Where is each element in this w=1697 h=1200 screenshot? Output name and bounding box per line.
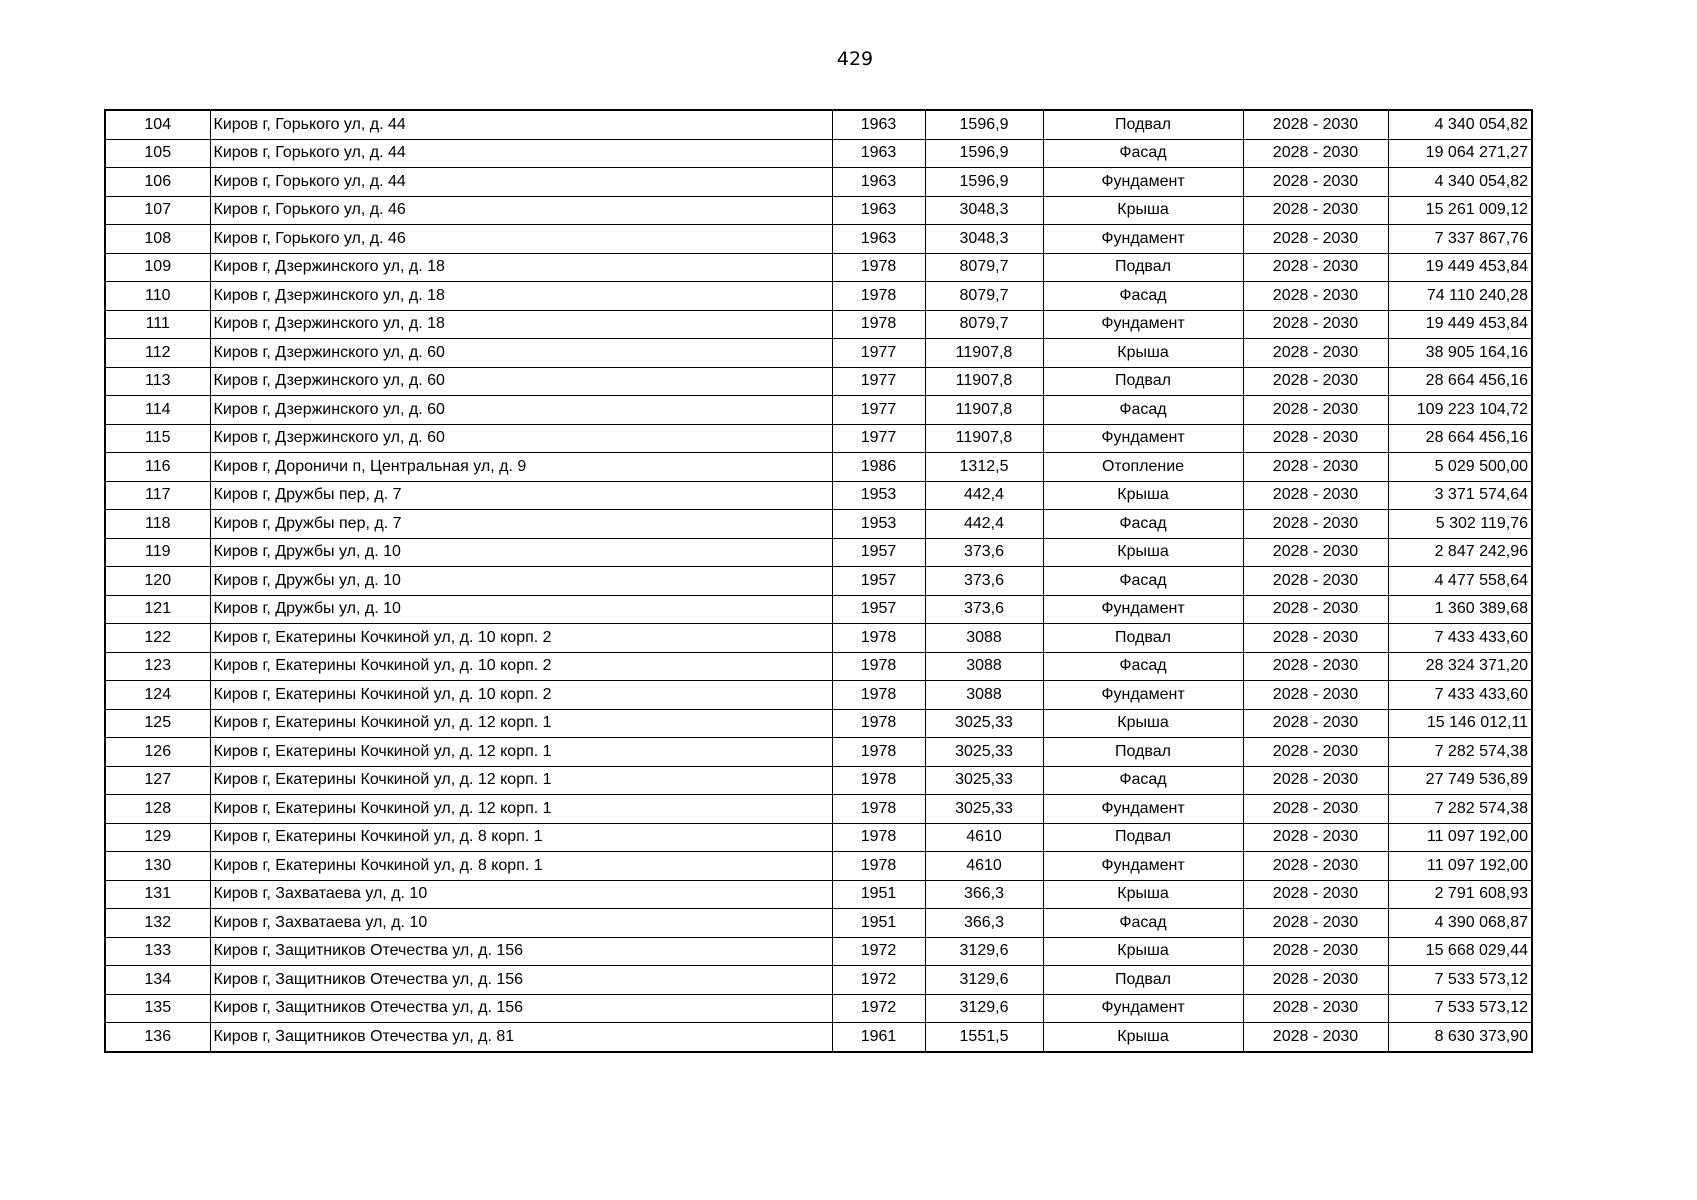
- address-cell: Киров г, Дзержинского ул, д. 60: [210, 367, 832, 396]
- work-type-cell: Крыша: [1043, 880, 1243, 909]
- year-built-cell: 1986: [832, 453, 925, 482]
- work-type-cell: Фундамент: [1043, 310, 1243, 339]
- work-type-cell: Фундамент: [1043, 225, 1243, 254]
- row-number-cell: 124: [105, 681, 210, 710]
- table-row: [105, 966, 1532, 995]
- address-cell: Киров г, Горького ул, д. 44: [210, 110, 832, 139]
- table-row: [105, 823, 1532, 852]
- cost-cell: 15 146 012,11: [1388, 709, 1532, 738]
- work-type-cell: Крыша: [1043, 1023, 1243, 1052]
- year-built-cell: 1957: [832, 567, 925, 596]
- period-cell: 2028 - 2030: [1243, 738, 1388, 767]
- cost-cell: 15 668 029,44: [1388, 937, 1532, 966]
- period-cell: 2028 - 2030: [1243, 681, 1388, 710]
- row-number-cell: 132: [105, 909, 210, 938]
- cost-cell: 19 064 271,27: [1388, 139, 1532, 168]
- cost-cell: 27 749 536,89: [1388, 766, 1532, 795]
- row-number-cell: 106: [105, 168, 210, 197]
- table-row: [105, 196, 1532, 225]
- cost-cell: 4 477 558,64: [1388, 567, 1532, 596]
- year-built-cell: 1978: [832, 282, 925, 311]
- cost-cell: 7 282 574,38: [1388, 795, 1532, 824]
- area-cell: 3025,33: [925, 766, 1043, 795]
- cost-cell: 109 223 104,72: [1388, 396, 1532, 425]
- table-row: [105, 994, 1532, 1023]
- address-cell: Киров г, Екатерины Кочкиной ул, д. 12 корп. 1: [210, 738, 832, 767]
- address-cell: Киров г, Екатерины Кочкиной ул, д. 12 корп. 1: [210, 795, 832, 824]
- row-number-cell: 110: [105, 282, 210, 311]
- table-row: [105, 624, 1532, 653]
- row-number-cell: 115: [105, 424, 210, 453]
- period-cell: 2028 - 2030: [1243, 481, 1388, 510]
- area-cell: 3129,6: [925, 994, 1043, 1023]
- area-cell: 1596,9: [925, 110, 1043, 139]
- address-cell: Киров г, Дзержинского ул, д. 60: [210, 339, 832, 368]
- area-cell: 1596,9: [925, 139, 1043, 168]
- area-cell: 3129,6: [925, 966, 1043, 995]
- row-number-cell: 105: [105, 139, 210, 168]
- year-built-cell: 1961: [832, 1023, 925, 1052]
- period-cell: 2028 - 2030: [1243, 253, 1388, 282]
- table-row: [105, 595, 1532, 624]
- period-cell: 2028 - 2030: [1243, 966, 1388, 995]
- address-cell: Киров г, Захватаева ул, д. 10: [210, 880, 832, 909]
- address-cell: Киров г, Горького ул, д. 44: [210, 168, 832, 197]
- area-cell: 366,3: [925, 880, 1043, 909]
- work-type-cell: Фасад: [1043, 139, 1243, 168]
- work-type-cell: Фундамент: [1043, 595, 1243, 624]
- work-type-cell: Крыша: [1043, 339, 1243, 368]
- table-row: [105, 110, 1532, 139]
- address-cell: Киров г, Екатерины Кочкиной ул, д. 10 корп. 2: [210, 624, 832, 653]
- row-number-cell: 125: [105, 709, 210, 738]
- address-cell: Киров г, Дзержинского ул, д. 60: [210, 424, 832, 453]
- row-number-cell: 128: [105, 795, 210, 824]
- area-cell: 3088: [925, 624, 1043, 653]
- work-type-cell: Отопление: [1043, 453, 1243, 482]
- work-type-cell: Фасад: [1043, 766, 1243, 795]
- work-type-cell: Фундамент: [1043, 681, 1243, 710]
- row-number-cell: 121: [105, 595, 210, 624]
- table-body: [105, 110, 1532, 1052]
- area-cell: 373,6: [925, 595, 1043, 624]
- work-type-cell: Фасад: [1043, 510, 1243, 539]
- cost-cell: 4 340 054,82: [1388, 110, 1532, 139]
- table-row: [105, 168, 1532, 197]
- period-cell: 2028 - 2030: [1243, 510, 1388, 539]
- year-built-cell: 1953: [832, 481, 925, 510]
- cost-cell: 15 261 009,12: [1388, 196, 1532, 225]
- row-number-cell: 116: [105, 453, 210, 482]
- work-type-cell: Фасад: [1043, 282, 1243, 311]
- table-row: [105, 367, 1532, 396]
- address-cell: Киров г, Горького ул, д. 46: [210, 225, 832, 254]
- cost-cell: 2 791 608,93: [1388, 880, 1532, 909]
- table-row: [105, 766, 1532, 795]
- year-built-cell: 1977: [832, 367, 925, 396]
- year-built-cell: 1972: [832, 937, 925, 966]
- address-cell: Киров г, Защитников Отечества ул, д. 156: [210, 937, 832, 966]
- page-number: 429: [836, 48, 874, 70]
- address-cell: Киров г, Захватаева ул, д. 10: [210, 909, 832, 938]
- cost-cell: 8 630 373,90: [1388, 1023, 1532, 1052]
- table-row: [105, 738, 1532, 767]
- period-cell: 2028 - 2030: [1243, 196, 1388, 225]
- area-cell: 11907,8: [925, 339, 1043, 368]
- year-built-cell: 1977: [832, 396, 925, 425]
- row-number-cell: 108: [105, 225, 210, 254]
- area-cell: 3025,33: [925, 709, 1043, 738]
- area-cell: 4610: [925, 823, 1043, 852]
- cost-cell: 11 097 192,00: [1388, 823, 1532, 852]
- area-cell: 1596,9: [925, 168, 1043, 197]
- table-row: [105, 852, 1532, 881]
- period-cell: 2028 - 2030: [1243, 709, 1388, 738]
- year-built-cell: 1978: [832, 823, 925, 852]
- cost-cell: 3 371 574,64: [1388, 481, 1532, 510]
- cost-cell: 28 664 456,16: [1388, 424, 1532, 453]
- year-built-cell: 1963: [832, 225, 925, 254]
- row-number-cell: 123: [105, 652, 210, 681]
- row-number-cell: 126: [105, 738, 210, 767]
- period-cell: 2028 - 2030: [1243, 823, 1388, 852]
- area-cell: 366,3: [925, 909, 1043, 938]
- cost-cell: 38 905 164,16: [1388, 339, 1532, 368]
- work-type-cell: Крыша: [1043, 196, 1243, 225]
- work-type-cell: Подвал: [1043, 738, 1243, 767]
- address-cell: Киров г, Дзержинского ул, д. 60: [210, 396, 832, 425]
- area-cell: 8079,7: [925, 253, 1043, 282]
- address-cell: Киров г, Екатерины Кочкиной ул, д. 10 корп. 2: [210, 652, 832, 681]
- work-type-cell: Подвал: [1043, 367, 1243, 396]
- area-cell: 3088: [925, 681, 1043, 710]
- table-row: [105, 538, 1532, 567]
- table-row: [105, 282, 1532, 311]
- year-built-cell: 1957: [832, 595, 925, 624]
- table-row: [105, 567, 1532, 596]
- table-row: [105, 424, 1532, 453]
- address-cell: Киров г, Горького ул, д. 46: [210, 196, 832, 225]
- address-cell: Киров г, Дзержинского ул, д. 18: [210, 253, 832, 282]
- year-built-cell: 1978: [832, 681, 925, 710]
- area-cell: 4610: [925, 852, 1043, 881]
- address-cell: Киров г, Защитников Отечества ул, д. 156: [210, 994, 832, 1023]
- table-row: [105, 510, 1532, 539]
- period-cell: 2028 - 2030: [1243, 624, 1388, 653]
- year-built-cell: 1978: [832, 795, 925, 824]
- work-type-cell: Крыша: [1043, 481, 1243, 510]
- period-cell: 2028 - 2030: [1243, 367, 1388, 396]
- year-built-cell: 1978: [832, 852, 925, 881]
- period-cell: 2028 - 2030: [1243, 282, 1388, 311]
- period-cell: 2028 - 2030: [1243, 139, 1388, 168]
- period-cell: 2028 - 2030: [1243, 310, 1388, 339]
- period-cell: 2028 - 2030: [1243, 795, 1388, 824]
- year-built-cell: 1963: [832, 196, 925, 225]
- period-cell: 2028 - 2030: [1243, 567, 1388, 596]
- row-number-cell: 129: [105, 823, 210, 852]
- year-built-cell: 1951: [832, 909, 925, 938]
- table-row: [105, 937, 1532, 966]
- work-type-cell: Крыша: [1043, 709, 1243, 738]
- row-number-cell: 133: [105, 937, 210, 966]
- work-type-cell: Фундамент: [1043, 852, 1243, 881]
- row-number-cell: 119: [105, 538, 210, 567]
- address-cell: Киров г, Екатерины Кочкиной ул, д. 8 корп. 1: [210, 852, 832, 881]
- row-number-cell: 130: [105, 852, 210, 881]
- work-type-cell: Фасад: [1043, 909, 1243, 938]
- year-built-cell: 1963: [832, 110, 925, 139]
- work-type-cell: Подвал: [1043, 110, 1243, 139]
- row-number-cell: 135: [105, 994, 210, 1023]
- year-built-cell: 1963: [832, 139, 925, 168]
- address-cell: Киров г, Екатерины Кочкиной ул, д. 12 корп. 1: [210, 766, 832, 795]
- row-number-cell: 112: [105, 339, 210, 368]
- table-row: [105, 652, 1532, 681]
- period-cell: 2028 - 2030: [1243, 538, 1388, 567]
- row-number-cell: 114: [105, 396, 210, 425]
- cost-cell: 4 340 054,82: [1388, 168, 1532, 197]
- address-cell: Киров г, Екатерины Кочкиной ул, д. 12 корп. 1: [210, 709, 832, 738]
- table-row: [105, 225, 1532, 254]
- table-row: [105, 681, 1532, 710]
- cost-cell: 19 449 453,84: [1388, 310, 1532, 339]
- work-type-cell: Фундамент: [1043, 795, 1243, 824]
- cost-cell: 7 282 574,38: [1388, 738, 1532, 767]
- row-number-cell: 136: [105, 1023, 210, 1052]
- address-cell: Киров г, Дороничи п, Центральная ул, д. 9: [210, 453, 832, 482]
- period-cell: 2028 - 2030: [1243, 424, 1388, 453]
- cost-cell: 28 324 371,20: [1388, 652, 1532, 681]
- area-cell: 442,4: [925, 481, 1043, 510]
- area-cell: 8079,7: [925, 310, 1043, 339]
- area-cell: 373,6: [925, 567, 1043, 596]
- table-row: [105, 396, 1532, 425]
- cost-cell: 5 029 500,00: [1388, 453, 1532, 482]
- row-number-cell: 122: [105, 624, 210, 653]
- period-cell: 2028 - 2030: [1243, 453, 1388, 482]
- table-row: [105, 339, 1532, 368]
- cost-cell: 2 847 242,96: [1388, 538, 1532, 567]
- period-cell: 2028 - 2030: [1243, 396, 1388, 425]
- row-number-cell: 109: [105, 253, 210, 282]
- cost-cell: 7 533 573,12: [1388, 966, 1532, 995]
- row-number-cell: 134: [105, 966, 210, 995]
- address-cell: Киров г, Дружбы ул, д. 10: [210, 567, 832, 596]
- table-row: [105, 481, 1532, 510]
- period-cell: 2028 - 2030: [1243, 994, 1388, 1023]
- row-number-cell: 127: [105, 766, 210, 795]
- period-cell: 2028 - 2030: [1243, 168, 1388, 197]
- row-number-cell: 104: [105, 110, 210, 139]
- work-type-cell: Подвал: [1043, 823, 1243, 852]
- table-row: [105, 139, 1532, 168]
- year-built-cell: 1972: [832, 994, 925, 1023]
- work-type-cell: Фундамент: [1043, 168, 1243, 197]
- area-cell: 3048,3: [925, 196, 1043, 225]
- area-cell: 442,4: [925, 510, 1043, 539]
- row-number-cell: 118: [105, 510, 210, 539]
- area-cell: 1312,5: [925, 453, 1043, 482]
- area-cell: 11907,8: [925, 367, 1043, 396]
- work-type-cell: Фундамент: [1043, 994, 1243, 1023]
- year-built-cell: 1978: [832, 253, 925, 282]
- cost-cell: 5 302 119,76: [1388, 510, 1532, 539]
- work-type-cell: Крыша: [1043, 937, 1243, 966]
- table-row: [105, 880, 1532, 909]
- area-cell: 3048,3: [925, 225, 1043, 254]
- year-built-cell: 1978: [832, 709, 925, 738]
- cost-cell: 11 097 192,00: [1388, 852, 1532, 881]
- address-cell: Киров г, Дружбы пер, д. 7: [210, 481, 832, 510]
- period-cell: 2028 - 2030: [1243, 595, 1388, 624]
- period-cell: 2028 - 2030: [1243, 225, 1388, 254]
- repair-program-table: [104, 109, 1533, 1053]
- address-cell: Киров г, Екатерины Кочкиной ул, д. 8 корп. 1: [210, 823, 832, 852]
- address-cell: Киров г, Защитников Отечества ул, д. 81: [210, 1023, 832, 1052]
- area-cell: 3088: [925, 652, 1043, 681]
- cost-cell: 19 449 453,84: [1388, 253, 1532, 282]
- address-cell: Киров г, Защитников Отечества ул, д. 156: [210, 966, 832, 995]
- period-cell: 2028 - 2030: [1243, 652, 1388, 681]
- year-built-cell: 1978: [832, 652, 925, 681]
- period-cell: 2028 - 2030: [1243, 909, 1388, 938]
- cost-cell: 28 664 456,16: [1388, 367, 1532, 396]
- row-number-cell: 120: [105, 567, 210, 596]
- year-built-cell: 1953: [832, 510, 925, 539]
- year-built-cell: 1978: [832, 766, 925, 795]
- address-cell: Киров г, Екатерины Кочкиной ул, д. 10 корп. 2: [210, 681, 832, 710]
- area-cell: 8079,7: [925, 282, 1043, 311]
- address-cell: Киров г, Дзержинского ул, д. 18: [210, 310, 832, 339]
- work-type-cell: Подвал: [1043, 624, 1243, 653]
- table-row: [105, 909, 1532, 938]
- work-type-cell: Фундамент: [1043, 424, 1243, 453]
- year-built-cell: 1951: [832, 880, 925, 909]
- row-number-cell: 111: [105, 310, 210, 339]
- table-row: [105, 709, 1532, 738]
- cost-cell: 7 533 573,12: [1388, 994, 1532, 1023]
- year-built-cell: 1972: [832, 966, 925, 995]
- area-cell: 3129,6: [925, 937, 1043, 966]
- row-number-cell: 107: [105, 196, 210, 225]
- row-number-cell: 117: [105, 481, 210, 510]
- area-cell: 3025,33: [925, 738, 1043, 767]
- cost-cell: 74 110 240,28: [1388, 282, 1532, 311]
- period-cell: 2028 - 2030: [1243, 880, 1388, 909]
- address-cell: Киров г, Дзержинского ул, д. 18: [210, 282, 832, 311]
- year-built-cell: 1977: [832, 339, 925, 368]
- cost-cell: 7 433 433,60: [1388, 681, 1532, 710]
- area-cell: 11907,8: [925, 424, 1043, 453]
- year-built-cell: 1978: [832, 310, 925, 339]
- work-type-cell: Подвал: [1043, 253, 1243, 282]
- table-row: [105, 453, 1532, 482]
- table-row: [105, 1023, 1532, 1052]
- cost-cell: 7 337 867,76: [1388, 225, 1532, 254]
- area-cell: 373,6: [925, 538, 1043, 567]
- period-cell: 2028 - 2030: [1243, 766, 1388, 795]
- year-built-cell: 1977: [832, 424, 925, 453]
- row-number-cell: 113: [105, 367, 210, 396]
- table-row: [105, 795, 1532, 824]
- year-built-cell: 1978: [832, 624, 925, 653]
- area-cell: 3025,33: [925, 795, 1043, 824]
- work-type-cell: Подвал: [1043, 966, 1243, 995]
- cost-cell: 7 433 433,60: [1388, 624, 1532, 653]
- period-cell: 2028 - 2030: [1243, 339, 1388, 368]
- address-cell: Киров г, Дружбы пер, д. 7: [210, 510, 832, 539]
- period-cell: 2028 - 2030: [1243, 110, 1388, 139]
- work-type-cell: Крыша: [1043, 538, 1243, 567]
- year-built-cell: 1963: [832, 168, 925, 197]
- address-cell: Киров г, Горького ул, д. 44: [210, 139, 832, 168]
- work-type-cell: Фасад: [1043, 396, 1243, 425]
- year-built-cell: 1978: [832, 738, 925, 767]
- period-cell: 2028 - 2030: [1243, 937, 1388, 966]
- cost-cell: 4 390 068,87: [1388, 909, 1532, 938]
- period-cell: 2028 - 2030: [1243, 1023, 1388, 1052]
- work-type-cell: Фасад: [1043, 652, 1243, 681]
- period-cell: 2028 - 2030: [1243, 852, 1388, 881]
- year-built-cell: 1957: [832, 538, 925, 567]
- address-cell: Киров г, Дружбы ул, д. 10: [210, 538, 832, 567]
- work-type-cell: Фасад: [1043, 567, 1243, 596]
- table-row: [105, 253, 1532, 282]
- table-row: [105, 310, 1532, 339]
- cost-cell: 1 360 389,68: [1388, 595, 1532, 624]
- area-cell: 1551,5: [925, 1023, 1043, 1052]
- area-cell: 11907,8: [925, 396, 1043, 425]
- address-cell: Киров г, Дружбы ул, д. 10: [210, 595, 832, 624]
- row-number-cell: 131: [105, 880, 210, 909]
